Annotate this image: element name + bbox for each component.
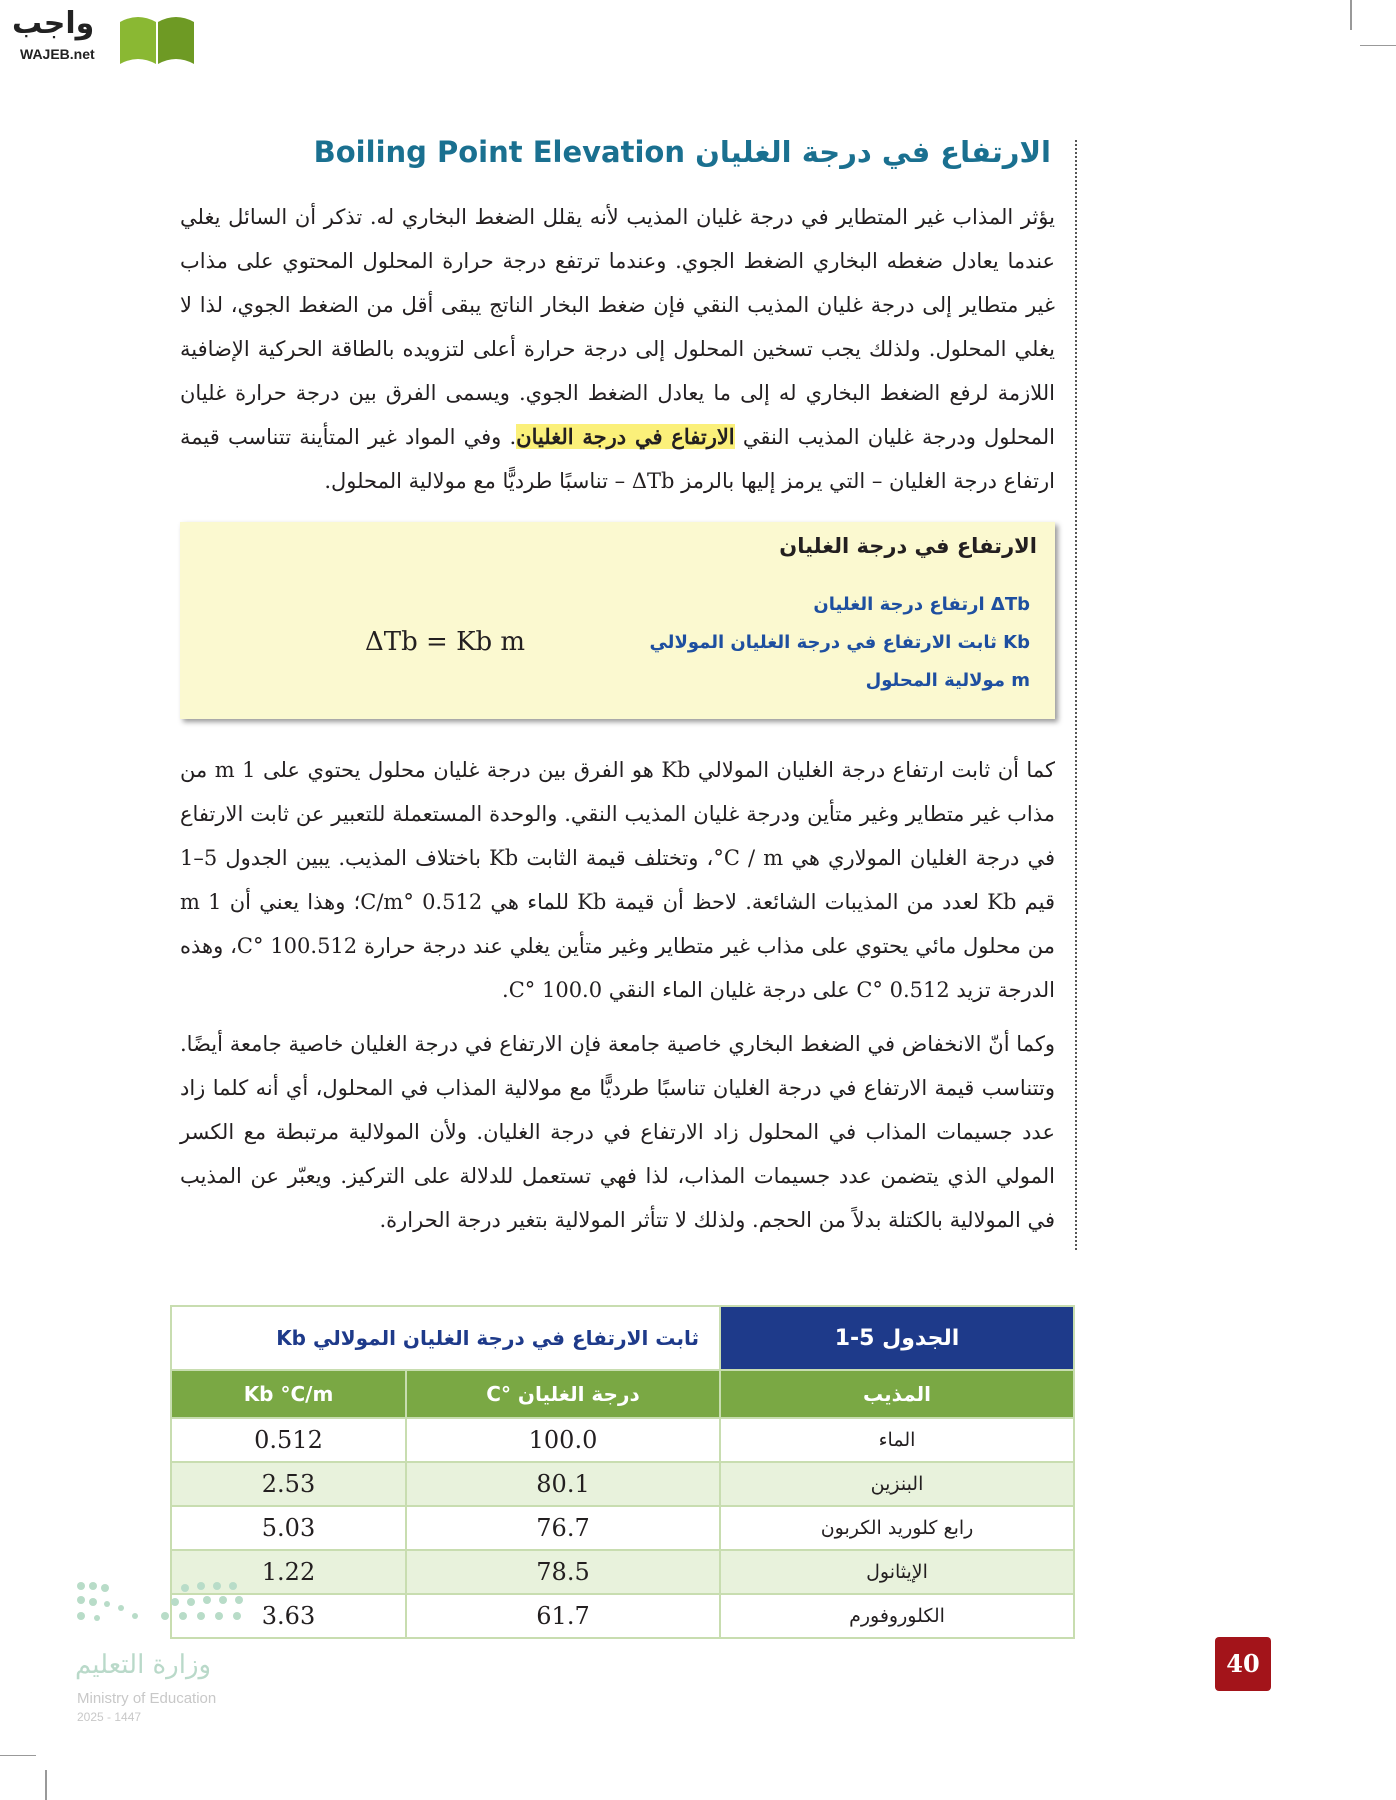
paragraph-3: وكما أنّ الانخفاض في الضغط البخاري خاصية جامعة فإن الارتفاع في درجة الغليان خاصية جامعة أيضًا. وتتناسب قيمة الارتفاع في درجة الغليان تناسبًا طرديًّا مع مولالية المذاب في المحلول، أي أنه كلما زاد عدد جسيمات المذاب في المحلول زاد الارتفاع في درجة الغليان. ولأن المولالية مرتبطة مع الكسر المولي الذي يتضمن عدد جسيمات المذاب، لذا فهي تستعمل للدلالة على التركيز. ويعبّر عن المذيب في المولالية بالكتلة بدلاً من الحجم. ولذلك لا تتأثر المولالية بتغير درجة الحرارة.: [180, 1032, 1055, 1232]
cell: 100.0: [406, 1418, 720, 1462]
heading-english: Boiling Point Elevation: [313, 135, 685, 169]
crop-mark: [1350, 0, 1352, 30]
wajeb-logo[interactable]: [10, 4, 190, 66]
ministry-arabic: وزارة التعليم: [75, 1650, 212, 1680]
definition: ΔTb ارتفاع درجة الغليان: [813, 594, 1030, 615]
highlighted-term: الارتفاع في درجة الغليان: [516, 424, 735, 449]
cell: 1.22: [171, 1550, 406, 1594]
heading-arabic: الارتفاع في درجة الغليان: [695, 135, 1051, 169]
equation-box: [180, 522, 1055, 719]
cell: 3.63: [171, 1594, 406, 1638]
logo-word: واجب: [12, 6, 95, 41]
dots-logo-icon: [75, 1580, 255, 1640]
table-row: [171, 1506, 1074, 1550]
text: يؤثر المذاب غير المتطاير في درجة غليان المذيب لأنه يقلل الضغط البخاري له. تذكر أن السائل يغلي عندما يعادل ضغطه البخاري الضغط الجوي. وعندما ترتفع درجة حرارة المحلول المحتوي على مذاب غير متطاير إلى درجة غليان المذيب النقي فإن ضغط البخار الناتج يبقى أقل من الضغط الجوي، لذا لا يغلي المحلول. ولذلك يجب تسخين المحلول إلى درجة حرارة أعلى لتزويده بالطاقة الحركية الإضافية اللازمة لرفع الضغط البخاري له إلى ما يعادل الضغط الجوي. ويسمى الفرق بين درجة حرارة غليان المحلول ودرجة غليان المذيب النقي: [180, 205, 1056, 449]
table-row: [171, 1418, 1074, 1462]
ministry-year: 2025 - 1447: [77, 1710, 142, 1724]
header-boiling-point: درجة الغليان °C: [406, 1370, 720, 1418]
cell: 76.7: [406, 1506, 720, 1550]
definition: Kb ثابت الارتفاع في درجة الغليان المولالي: [649, 632, 1030, 653]
crop-mark: [1360, 45, 1396, 46]
ministry-english: Ministry of Education: [77, 1690, 217, 1707]
cell: 5.03: [171, 1506, 406, 1550]
equation-box-title: الارتفاع في درجة الغليان: [779, 534, 1037, 558]
cell: 2.53: [171, 1462, 406, 1506]
formula: ΔTb = Kb m: [365, 627, 526, 657]
cell: 61.7: [406, 1594, 720, 1638]
section-heading: [314, 135, 1051, 169]
book-icon: [118, 8, 196, 66]
page-number: 40: [1215, 1637, 1271, 1691]
table-subtitle: ثابت الارتفاع في درجة الغليان المولالي Kb: [171, 1306, 720, 1370]
header-solvent: المذيب: [720, 1370, 1074, 1418]
paragraph-1: [180, 195, 1055, 503]
header-kb: Kb °C/m: [171, 1370, 406, 1418]
table-row: [171, 1550, 1074, 1594]
logo-net: WAJEB.net: [20, 46, 95, 62]
cell: الكلوروفورم: [720, 1594, 1074, 1638]
table-row: [171, 1594, 1074, 1638]
cell: 80.1: [406, 1462, 720, 1506]
dotted-divider: [1075, 140, 1077, 1250]
text: . وفي المواد غير المتأينة تتناسب قيمة ارتفاع درجة الغليان – التي يرمز إليها بالرمز ΔTb – تناسبًا طرديًّا مع مولالية المحلول.: [180, 425, 1055, 493]
table-row: [171, 1462, 1074, 1506]
cell: رابع كلوريد الكربون: [720, 1506, 1074, 1550]
cell: الماء: [720, 1418, 1074, 1462]
crop-mark: [0, 1755, 36, 1756]
ministry-logo: [75, 1580, 255, 1730]
cell: البنزين: [720, 1462, 1074, 1506]
cell: 0.512: [171, 1418, 406, 1462]
cell: الإيثانول: [720, 1550, 1074, 1594]
definition: m مولالية المحلول: [865, 670, 1030, 691]
crop-mark: [45, 1770, 47, 1800]
table-caption: الجدول 5-1: [720, 1306, 1074, 1370]
cell: 78.5: [406, 1550, 720, 1594]
paragraph-2: كما أن ثابت ارتفاع درجة الغليان المولالي Kb هو الفرق بين درجة غليان محلول يحتوي على 1 m من مذاب غير متطاير وغير متأين ودرجة غليان المذيب النقي. والوحدة المستعملة للتعبير عن ثابت الارتفاع في درجة الغليان المولاري هي C / m°، وتختلف قيمة الثابت Kb باختلاف المذيب. يبين الجدول 5–1 قيم Kb لعدد من المذيبات الشائعة. لاحظ أن قيمة Kb للماء هي 0.512 °C/m؛ وهذا يعني أن 1 m من محلول مائي يحتوي على مذاب غير متطاير وغير متأين يغلي عند درجة حرارة 100.512 °C، وهذه الدرجة تزيد 0.512 °C على درجة غليان الماء النقي 100.0 °C.: [180, 758, 1055, 1002]
kb-table: [170, 1305, 1075, 1639]
